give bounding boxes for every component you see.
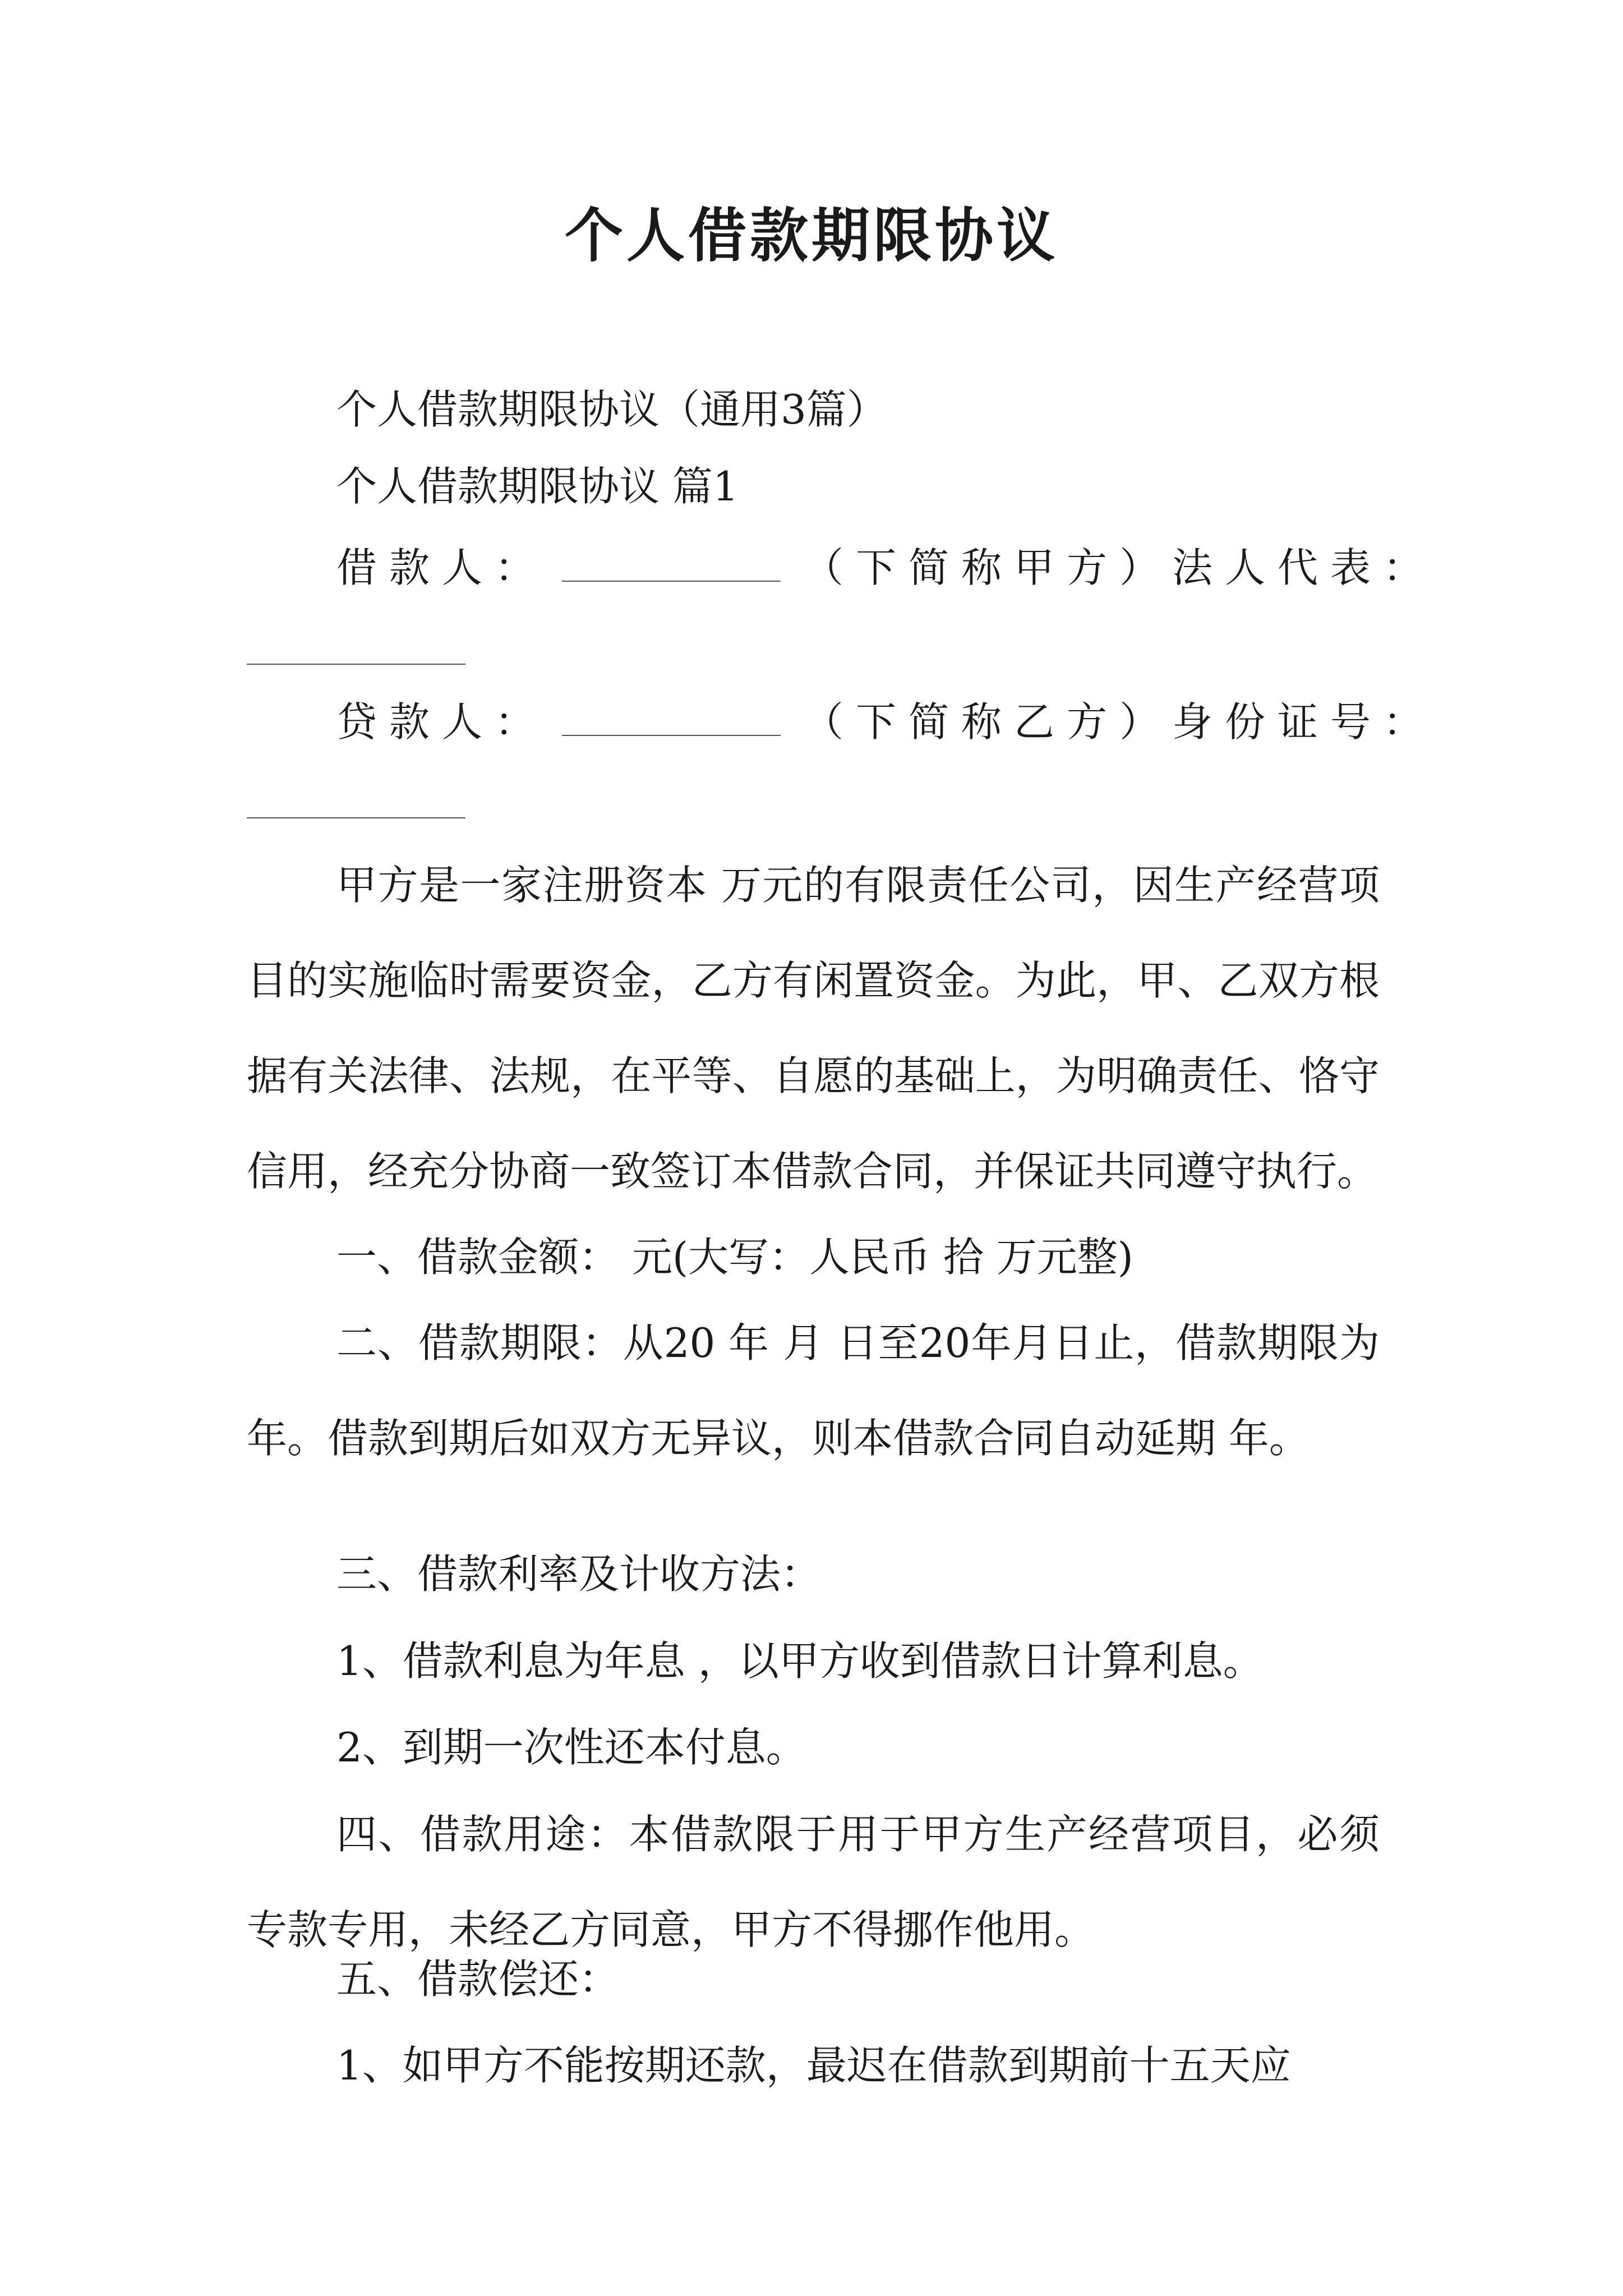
intro-paragraph: 甲方是一家注册资本 万元的有限责任公司，因生产经营项目的实施临时需要资金，乙方有闲置资金。为此，甲、乙双方根据有关法律、法规，在平等、自愿的基础上，为明确责任、恪守信用，经充分协商一致签订本借款合同，并保证共同遵守执行。: [247, 862, 1380, 1195]
section-heading: 个人借款期限协议 篇1: [336, 463, 739, 510]
party-a-line: [336, 540, 1469, 596]
clause-2: 二、借款期限：从20 年 月 日至20年月日止，借款期限为 年。借款到期后如双方无异议，则本借款合同自动延期 年。: [247, 1319, 1380, 1462]
party-b-label: 贷款人：: [336, 698, 548, 746]
document-title: 个人借款期限协议: [564, 201, 1058, 270]
party-a-label: 借款人：: [336, 544, 548, 591]
party-b-id-blank: [247, 817, 465, 818]
party-a-blank: [562, 553, 781, 582]
clause-4: 四、借款用途：本借款限于用于甲方生产经营项目，必须专款专用，未经乙方同意，甲方不得挪作他用。: [247, 1811, 1380, 1953]
clause-3: 三、借款利率及计收方法：: [336, 1550, 822, 1598]
party-a-representative-blank: [247, 664, 465, 665]
party-b-blank: [562, 707, 781, 736]
party-a-suffix: （下简称甲方）法人代表：: [803, 544, 1436, 591]
document-subtitle: 个人借款期限协议（通用3篇）: [336, 386, 887, 433]
party-b-suffix: （下简称乙方）身份证号：: [803, 698, 1436, 746]
clause-1: 一、借款金额： 元(大写：人民币 拾 万元整): [336, 1234, 1133, 1281]
clause-3-item-1: 1、借款利息为年息 ，以甲方收到借款日计算利息。: [336, 1637, 1264, 1685]
clause-5-item-1: 1、如甲方不能按期还款，最迟在借款到期前十五天应: [336, 2042, 1291, 2089]
clause-3-item-2: 2、到期一次性还本付息。: [336, 1724, 806, 1771]
clause-5: 五、借款偿还：: [336, 1955, 620, 2003]
party-b-line: [336, 694, 1469, 750]
